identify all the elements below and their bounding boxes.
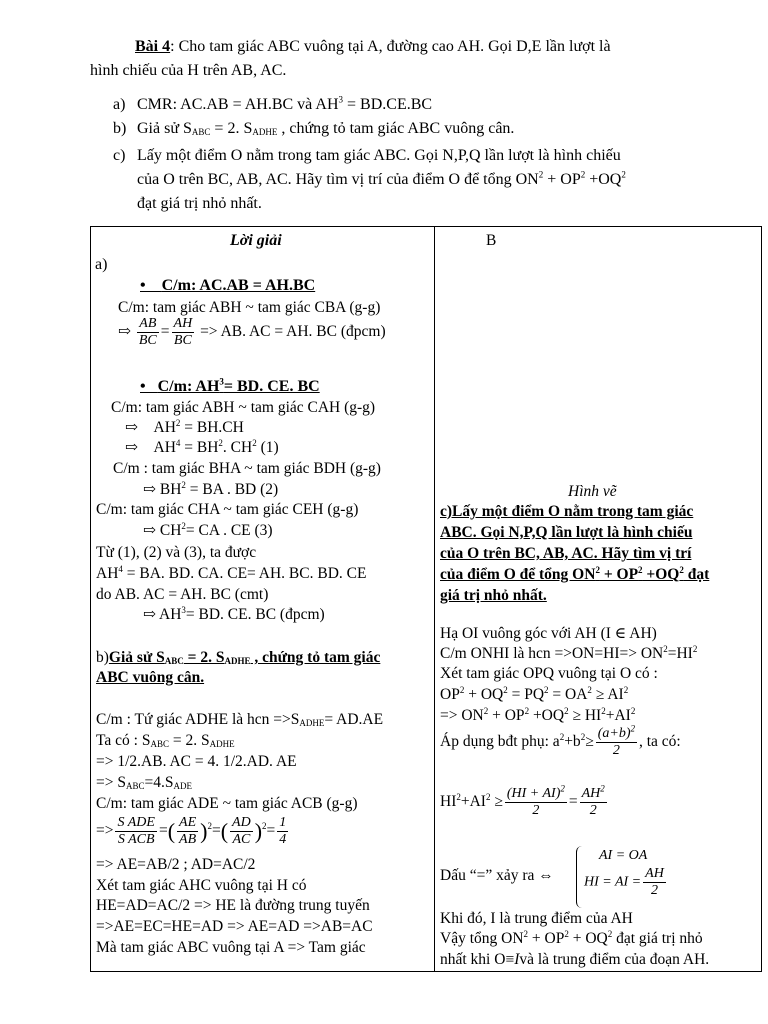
step-line: => AE=AB/2 ; AD=AC/2	[96, 856, 256, 873]
part-c-heading-1: c)Lấy một điểm O nằm trong tam giác	[440, 503, 694, 520]
step-line: Khi đó, I là trung điểm của AH	[440, 910, 633, 927]
left-part-a-label: a)	[95, 256, 108, 273]
ratio-line: ⇨ $\frac{AB}{BC}$ = $\frac{AH}{BC}$ => AB. AC = AH. BC (đpcm)	[118, 316, 386, 348]
step-line: C/m : Tứ giác ADHE là hcn $=>S_{ADHE}= AD.AE$	[96, 711, 384, 728]
step-line: Xét tam giác AHC vuông tại H có	[96, 877, 307, 894]
figure-point-b: B	[486, 232, 497, 249]
conclusion-line-1: Vậy tổng $ON^2 + OP^2 + OQ^2$ đạt giá trị nhỏ	[440, 928, 703, 947]
table-divider	[434, 226, 435, 971]
step-line: => $ON^2 + OP^2 +OQ^2 \ge HI^2+AI^2$	[440, 705, 636, 724]
step-line: ⇨ $AH^3=$ BD. CE. BC (đpcm)	[143, 604, 325, 623]
step-line: Ta có : $S_{ABC} = 2$. $S_{ADHE}$	[96, 732, 235, 749]
step-line: $AH^4$ = BA. BD. CA. CE= AH. BC. BD. CE	[96, 563, 367, 582]
step-line: do AB. AC = AH. BC (cmt)	[96, 586, 269, 603]
problem-heading: Bài 4	[135, 38, 171, 55]
bullet-claim-2: • C/m: $AH^3=$ BD. CE. BC	[140, 376, 320, 395]
equality-condition: Dấu “=” xảy ra ⇔	[440, 867, 554, 884]
part-b-heading-1: b)Giả sử $S_{ABC} = 2$. $S_{ADHE}$ , chứng tỏ tam giác	[96, 649, 381, 666]
problem-line-1: Bài 4: Cho tam giác ABC vuông tại A, đường cao AH. Gọi D,E lần lượt là	[135, 38, 611, 55]
part-a-label: a)	[113, 96, 126, 113]
step-line: Xét tam giác OPQ vuông tại O có :	[440, 665, 658, 682]
part-c-heading-4: của điểm O để tổng $ON^2 + OP^2 +OQ^2$ đạt	[440, 564, 710, 583]
part-b-heading-2: ABC vuông cân.	[96, 669, 205, 686]
step-line: Mà tam giác ABC vuông tại A => Tam giác	[96, 939, 366, 956]
solution-title: Lời giải	[230, 232, 282, 249]
step-line: => $S_{ABC}=4.S_{ADE}$	[96, 774, 192, 791]
step-line: ⇨ $BH^2$ = BA . BD (2)	[143, 479, 279, 498]
system-brace	[576, 846, 583, 908]
part-c-heading-2: ABC. Gọi N,P,Q lần lượt là hình chiếu	[440, 524, 693, 541]
part-c-label: c)	[113, 147, 126, 164]
inequality-line: $HI^2+AI^2$ ≥ $\frac{(HI + AI)^2}{2}$ = $\frac{AH^2}{2}$	[440, 783, 605, 818]
part-c-line-1: Lấy một điểm O nằm trong tam giác ABC. Gọi N,P,Q lần lượt là hình chiếu	[137, 147, 621, 164]
inequality-line: Áp dụng bđt phụ: $a^2+b^2\ge$ $\frac{(a+b)^2}{2}$ , ta có:	[440, 723, 681, 758]
part-b-text: Giả sử $S_{ABC} = 2$. $S_{ADHE}$ , chứng tỏ tam giác ABC vuông cân.	[137, 120, 515, 137]
part-c-line-3: đạt giá trị nhỏ nhất.	[137, 195, 262, 212]
step-line: ⇨ $AH^2 = BH.CH$	[125, 417, 244, 436]
figure-caption: Hình vẽ	[568, 483, 617, 500]
step-line: C/m: tam giác CHA ~ tam giác CEH (g-g)	[96, 501, 359, 518]
part-c-line-2: của O trên BC, AB, AC. Hãy tìm vị trí của điểm O để tổng $ON^2 + OP^2 +OQ^2$	[137, 169, 626, 188]
step-line: HE=AD=AC/2 => HE là đường trung tuyến	[96, 897, 370, 914]
step-line: ⇨ $AH^4 = BH^2$. $CH^2$ (1)	[125, 437, 279, 456]
part-c-heading-3: của O trên BC, AB, AC. Hãy tìm vị trí	[440, 545, 692, 562]
step-line: ⇨ $CH^2=$ CA . CE (3)	[143, 520, 273, 539]
step-line: C/m: tam giác ADE ~ tam giác ACB (g-g)	[96, 795, 358, 812]
step-line: =>AE=EC=HE=AD => AE=AD =>AB=AC	[96, 918, 373, 935]
step-line: C/m: tam giác ABH ~ tam giác CBA (g-g)	[118, 299, 381, 316]
problem-line-2: hình chiếu của H trên AB, AC.	[90, 62, 287, 79]
bullet-claim-1: • C/m: AC.AB = AH.BC	[140, 277, 316, 294]
part-b-label: b)	[113, 120, 127, 137]
step-line: C/m ONHI là hcn $=>ON=HI=> ON^2=HI^2$	[440, 643, 698, 662]
step-line: Từ (1), (2) và (3), ta được	[96, 544, 257, 561]
ratio-squared-line: => $\frac{\text{S ADE}}{\text{S ACB}}$ =( $\frac{AE}{AB}$ )$^2$=( $\frac{AD}{AC}$ )$^2$= $\frac{1}{4}$	[96, 815, 287, 847]
step-line: C/m: tam giác ABH ~ tam giác CAH (g-g)	[111, 399, 376, 416]
part-c-heading-5: giá trị nhỏ nhất.	[440, 587, 547, 604]
step-line: => 1/2.AB. AC = 4. 1/2.AD. AE	[96, 753, 297, 770]
conclusion-line-2: nhất khi O≡Ivà là trung điểm của đoạn AH.	[440, 951, 710, 968]
step-line: Hạ OI vuông góc với AH (I ∈ AH)	[440, 625, 657, 642]
part-a-text: CMR: AC.AB = AH.BC và $AH^3 = BD.CE.BC$	[137, 94, 433, 113]
step-line: $OP^2 + OQ^2 = PQ^2 = OA^2 \ge AI^2$	[440, 684, 629, 703]
system-eq-2: HI = AI = $\frac{AH}{2}$	[584, 866, 664, 898]
system-eq-1: AI = OA	[599, 848, 648, 863]
step-line: C/m : tam giác BHA ~ tam giác BDH (g-g)	[113, 460, 381, 477]
